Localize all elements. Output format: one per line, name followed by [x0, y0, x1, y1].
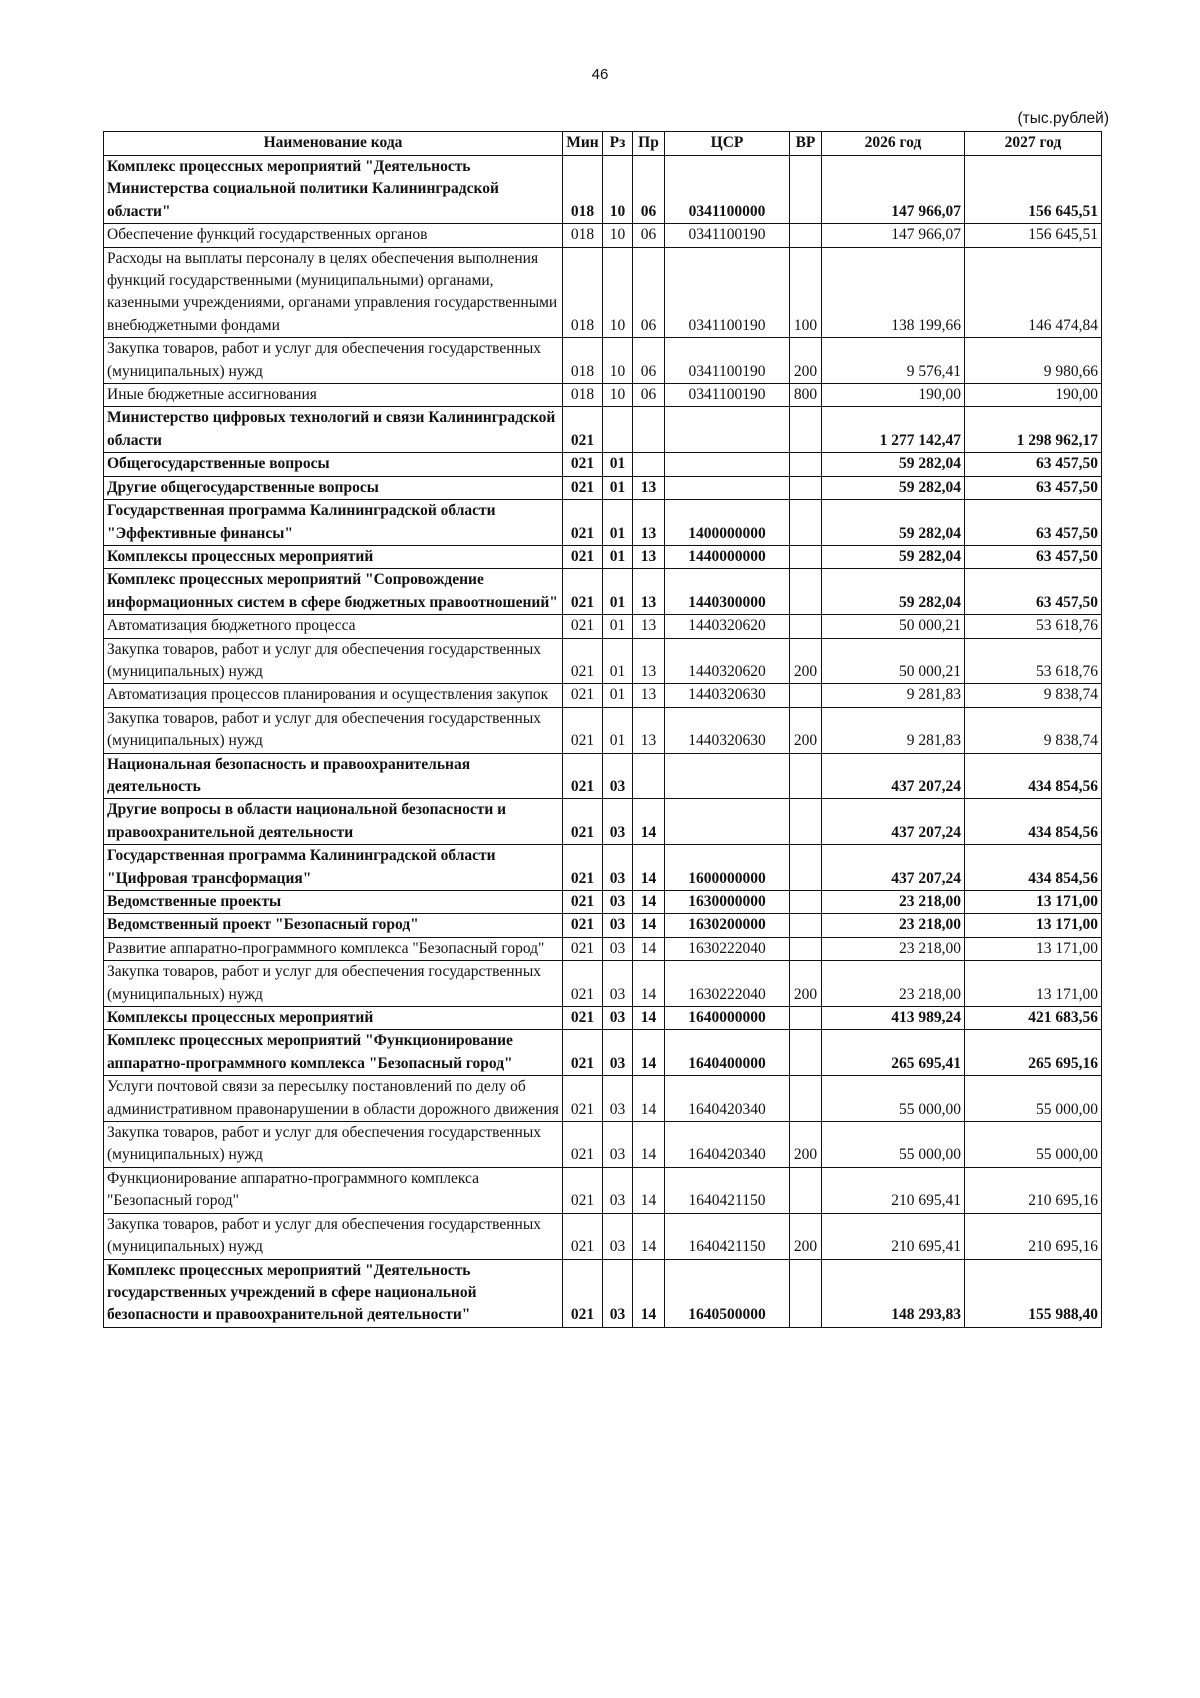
cell-2027: 63 457,50 [965, 569, 1102, 615]
cell-2026: 1 277 142,47 [822, 407, 965, 453]
header-rz: Рз [603, 132, 633, 156]
cell-vr [790, 937, 822, 960]
cell-2027: 421 683,56 [965, 1007, 1102, 1030]
cell-pr [633, 453, 665, 476]
cell-vr [790, 569, 822, 615]
cell-rz: 03 [603, 961, 633, 1007]
cell-name: Иные бюджетные ассигнования [104, 384, 563, 407]
cell-csr: 1440320620 [665, 638, 790, 684]
cell-name: Ведомственный проект "Безопасный город" [104, 914, 563, 937]
cell-pr: 13 [633, 545, 665, 568]
cell-name: Общегосударственные вопросы [104, 453, 563, 476]
cell-pr: 06 [633, 338, 665, 384]
cell-rz: 03 [603, 1213, 633, 1259]
table-row [104, 453, 1102, 476]
cell-rz: 03 [603, 914, 633, 937]
cell-2027: 1 298 962,17 [965, 407, 1102, 453]
cell-2026: 55 000,00 [822, 1122, 965, 1168]
cell-csr: 1440320620 [665, 615, 790, 638]
cell-rz [603, 407, 633, 453]
cell-csr: 1630222040 [665, 961, 790, 1007]
cell-2027: 13 171,00 [965, 914, 1102, 937]
cell-pr: 13 [633, 638, 665, 684]
cell-2027: 13 171,00 [965, 961, 1102, 1007]
cell-vr [790, 407, 822, 453]
cell-vr [790, 914, 822, 937]
cell-pr: 14 [633, 1076, 665, 1122]
cell-pr: 06 [633, 384, 665, 407]
cell-vr: 800 [790, 384, 822, 407]
table-row [104, 1030, 1102, 1076]
cell-vr [790, 1167, 822, 1213]
cell-vr: 200 [790, 1213, 822, 1259]
cell-min: 018 [563, 384, 603, 407]
cell-name: Комплекс процессных мероприятий "Функционирование аппаратно-программного комплекса "Безопасный город" [104, 1030, 563, 1076]
cell-min: 021 [563, 845, 603, 891]
cell-pr [633, 753, 665, 799]
cell-2026: 210 695,41 [822, 1213, 965, 1259]
cell-2026: 50 000,21 [822, 638, 965, 684]
cell-csr: 0341100190 [665, 384, 790, 407]
cell-min: 021 [563, 1122, 603, 1168]
cell-pr: 13 [633, 476, 665, 499]
cell-2027: 434 854,56 [965, 845, 1102, 891]
cell-pr: 06 [633, 224, 665, 247]
cell-rz: 03 [603, 1259, 633, 1327]
cell-min: 021 [563, 407, 603, 453]
table-row [104, 707, 1102, 753]
cell-2026: 55 000,00 [822, 1076, 965, 1122]
table-row [104, 638, 1102, 684]
cell-2027: 155 988,40 [965, 1259, 1102, 1327]
table-row [104, 753, 1102, 799]
cell-2027: 53 618,76 [965, 615, 1102, 638]
cell-min: 021 [563, 638, 603, 684]
cell-2026: 147 966,07 [822, 156, 965, 224]
cell-csr [665, 407, 790, 453]
cell-name: Расходы на выплаты персоналу в целях обеспечения выполнения функций государственными (муниципальными) органами, казенными учреждениями, органами управления государственными внебюджетными фондами [104, 247, 563, 338]
cell-name: Закупка товаров, работ и услуг для обеспечения государственных (муниципальных) нужд [104, 338, 563, 384]
cell-rz: 01 [603, 615, 633, 638]
cell-csr: 1630222040 [665, 937, 790, 960]
cell-csr: 1400000000 [665, 500, 790, 546]
header-2026: 2026 год [822, 132, 965, 156]
table-row [104, 476, 1102, 499]
table-row [104, 545, 1102, 568]
cell-name: Национальная безопасность и правоохранительная деятельность [104, 753, 563, 799]
cell-vr [790, 500, 822, 546]
cell-2026: 23 218,00 [822, 961, 965, 1007]
header-vr: ВР [790, 132, 822, 156]
cell-2026: 50 000,21 [822, 615, 965, 638]
cell-csr: 0341100000 [665, 156, 790, 224]
cell-2026: 59 282,04 [822, 453, 965, 476]
cell-2026: 138 199,66 [822, 247, 965, 338]
cell-name: Закупка товаров, работ и услуг для обеспечения государственных (муниципальных) нужд [104, 1213, 563, 1259]
cell-name: Развитие аппаратно-программного комплекса "Безопасный город" [104, 937, 563, 960]
cell-rz: 03 [603, 1076, 633, 1122]
cell-vr: 200 [790, 707, 822, 753]
cell-csr [665, 753, 790, 799]
cell-min: 021 [563, 1007, 603, 1030]
table-row [104, 684, 1102, 707]
cell-pr: 13 [633, 500, 665, 546]
cell-pr: 14 [633, 1213, 665, 1259]
cell-2027: 210 695,16 [965, 1213, 1102, 1259]
cell-name: Другие вопросы в области национальной безопасности и правоохранительной деятельности [104, 799, 563, 845]
cell-csr: 1440320630 [665, 707, 790, 753]
cell-2026: 9 281,83 [822, 684, 965, 707]
cell-name: Комплексы процессных мероприятий [104, 545, 563, 568]
cell-2027: 210 695,16 [965, 1167, 1102, 1213]
table-row [104, 384, 1102, 407]
cell-pr: 06 [633, 156, 665, 224]
cell-rz: 01 [603, 684, 633, 707]
cell-rz: 03 [603, 845, 633, 891]
cell-csr: 1440300000 [665, 569, 790, 615]
table-row [104, 1122, 1102, 1168]
cell-rz: 10 [603, 224, 633, 247]
table-row [104, 224, 1102, 247]
cell-min: 018 [563, 338, 603, 384]
cell-rz: 01 [603, 638, 633, 684]
cell-2026: 59 282,04 [822, 476, 965, 499]
cell-rz: 01 [603, 707, 633, 753]
cell-name: Министерство цифровых технологий и связи Калининградской области [104, 407, 563, 453]
cell-vr [790, 1030, 822, 1076]
cell-name: Комплекс процессных мероприятий "Деятельность Министерства социальной политики Калининградской области" [104, 156, 563, 224]
cell-min: 021 [563, 891, 603, 914]
cell-name: Функционирование аппаратно-программного комплекса "Безопасный город" [104, 1167, 563, 1213]
table-row [104, 799, 1102, 845]
cell-csr: 1640421150 [665, 1167, 790, 1213]
cell-min: 021 [563, 961, 603, 1007]
cell-name: Закупка товаров, работ и услуг для обеспечения государственных (муниципальных) нужд [104, 961, 563, 1007]
header-2027: 2027 год [965, 132, 1102, 156]
cell-csr: 0341100190 [665, 224, 790, 247]
cell-pr: 14 [633, 1167, 665, 1213]
cell-csr: 1440320630 [665, 684, 790, 707]
cell-2026: 59 282,04 [822, 569, 965, 615]
header-csr: ЦСР [665, 132, 790, 156]
cell-csr [665, 799, 790, 845]
cell-2027: 434 854,56 [965, 799, 1102, 845]
cell-vr [790, 799, 822, 845]
cell-pr: 14 [633, 799, 665, 845]
table-row [104, 1213, 1102, 1259]
cell-pr: 13 [633, 684, 665, 707]
cell-vr: 200 [790, 338, 822, 384]
cell-pr: 14 [633, 961, 665, 1007]
cell-2026: 437 207,24 [822, 753, 965, 799]
cell-min: 018 [563, 224, 603, 247]
cell-name: Услуги почтовой связи за пересылку постановлений по делу об административном правонарушении в области дорожного движения [104, 1076, 563, 1122]
cell-name: Государственная программа Калининградской области "Цифровая трансформация" [104, 845, 563, 891]
cell-min: 021 [563, 545, 603, 568]
cell-name: Ведомственные проекты [104, 891, 563, 914]
cell-pr: 06 [633, 247, 665, 338]
cell-2027: 434 854,56 [965, 753, 1102, 799]
cell-name: Комплекс процессных мероприятий "Сопровождение информационных систем в сфере бюджетных правоотношений" [104, 569, 563, 615]
cell-2027: 190,00 [965, 384, 1102, 407]
cell-2026: 190,00 [822, 384, 965, 407]
table-row [104, 1076, 1102, 1122]
cell-2026: 59 282,04 [822, 545, 965, 568]
cell-min: 021 [563, 753, 603, 799]
cell-rz: 01 [603, 500, 633, 546]
cell-rz: 03 [603, 799, 633, 845]
cell-2027: 63 457,50 [965, 545, 1102, 568]
cell-pr: 13 [633, 615, 665, 638]
cell-2027: 63 457,50 [965, 476, 1102, 499]
cell-csr: 0341100190 [665, 338, 790, 384]
cell-vr [790, 545, 822, 568]
table-row [104, 1259, 1102, 1327]
cell-pr: 14 [633, 1122, 665, 1168]
cell-2026: 23 218,00 [822, 914, 965, 937]
cell-2027: 13 171,00 [965, 891, 1102, 914]
cell-2027: 63 457,50 [965, 500, 1102, 546]
table-row [104, 1007, 1102, 1030]
header-name: Наименование кода [104, 132, 563, 156]
cell-min: 021 [563, 937, 603, 960]
cell-rz: 03 [603, 1030, 633, 1076]
table-row [104, 615, 1102, 638]
cell-min: 021 [563, 799, 603, 845]
table-row [104, 961, 1102, 1007]
cell-rz: 01 [603, 453, 633, 476]
cell-2027: 63 457,50 [965, 453, 1102, 476]
cell-csr: 1630000000 [665, 891, 790, 914]
cell-pr: 14 [633, 1007, 665, 1030]
table-row [104, 891, 1102, 914]
header-row [104, 132, 1102, 156]
table-row [104, 247, 1102, 338]
cell-2027: 146 474,84 [965, 247, 1102, 338]
cell-pr: 13 [633, 569, 665, 615]
cell-csr: 0341100190 [665, 247, 790, 338]
cell-2026: 23 218,00 [822, 937, 965, 960]
cell-vr: 200 [790, 961, 822, 1007]
cell-rz: 01 [603, 476, 633, 499]
cell-rz: 03 [603, 937, 633, 960]
cell-min: 021 [563, 1167, 603, 1213]
cell-min: 021 [563, 1213, 603, 1259]
cell-name: Закупка товаров, работ и услуг для обеспечения государственных (муниципальных) нужд [104, 707, 563, 753]
cell-2026: 23 218,00 [822, 891, 965, 914]
cell-pr: 14 [633, 937, 665, 960]
cell-vr [790, 845, 822, 891]
cell-name: Государственная программа Калининградской области "Эффективные финансы" [104, 500, 563, 546]
table-row [104, 156, 1102, 224]
cell-2027: 55 000,00 [965, 1076, 1102, 1122]
cell-2027: 156 645,51 [965, 156, 1102, 224]
cell-rz: 03 [603, 891, 633, 914]
cell-vr [790, 476, 822, 499]
cell-2027: 265 695,16 [965, 1030, 1102, 1076]
cell-2026: 9 281,83 [822, 707, 965, 753]
cell-2027: 53 618,76 [965, 638, 1102, 684]
cell-rz: 10 [603, 338, 633, 384]
cell-min: 021 [563, 476, 603, 499]
cell-2027: 9 838,74 [965, 684, 1102, 707]
cell-min: 021 [563, 1030, 603, 1076]
cell-rz: 10 [603, 247, 633, 338]
cell-2026: 210 695,41 [822, 1167, 965, 1213]
cell-vr [790, 1259, 822, 1327]
cell-min: 021 [563, 1076, 603, 1122]
cell-min: 021 [563, 569, 603, 615]
table-row [104, 845, 1102, 891]
cell-csr [665, 453, 790, 476]
cell-vr [790, 1007, 822, 1030]
cell-vr [790, 615, 822, 638]
cell-rz: 10 [603, 156, 633, 224]
cell-csr: 1640000000 [665, 1007, 790, 1030]
cell-vr [790, 156, 822, 224]
cell-name: Обеспечение функций государственных органов [104, 224, 563, 247]
cell-vr [790, 1076, 822, 1122]
cell-csr: 1640421150 [665, 1213, 790, 1259]
cell-2026: 265 695,41 [822, 1030, 965, 1076]
cell-csr: 1640500000 [665, 1259, 790, 1327]
cell-name: Закупка товаров, работ и услуг для обеспечения государственных (муниципальных) нужд [104, 1122, 563, 1168]
cell-pr: 14 [633, 1259, 665, 1327]
cell-rz: 10 [603, 384, 633, 407]
cell-vr [790, 684, 822, 707]
cell-rz: 03 [603, 1122, 633, 1168]
cell-rz: 03 [603, 753, 633, 799]
cell-csr: 1440000000 [665, 545, 790, 568]
table-body [104, 156, 1102, 1328]
cell-min: 021 [563, 684, 603, 707]
cell-csr: 1600000000 [665, 845, 790, 891]
cell-csr [665, 476, 790, 499]
cell-name: Автоматизация процессов планирования и осуществления закупок [104, 684, 563, 707]
cell-pr: 13 [633, 707, 665, 753]
cell-min: 021 [563, 914, 603, 937]
cell-rz: 03 [603, 1007, 633, 1030]
cell-2026: 437 207,24 [822, 845, 965, 891]
cell-2026: 413 989,24 [822, 1007, 965, 1030]
cell-rz: 01 [603, 545, 633, 568]
cell-2026: 9 576,41 [822, 338, 965, 384]
cell-rz: 01 [603, 569, 633, 615]
cell-2027: 9 980,66 [965, 338, 1102, 384]
cell-csr: 1640420340 [665, 1076, 790, 1122]
cell-pr: 14 [633, 891, 665, 914]
table-row [104, 914, 1102, 937]
cell-pr: 14 [633, 1030, 665, 1076]
cell-vr [790, 891, 822, 914]
cell-csr: 1640420340 [665, 1122, 790, 1168]
cell-min: 021 [563, 615, 603, 638]
cell-pr: 14 [633, 845, 665, 891]
budget-table [103, 131, 1102, 1328]
cell-2027: 55 000,00 [965, 1122, 1102, 1168]
cell-rz: 03 [603, 1167, 633, 1213]
cell-min: 021 [563, 453, 603, 476]
cell-vr: 200 [790, 1122, 822, 1168]
cell-name: Комплекс процессных мероприятий "Деятельность государственных учреждений в сфере национальной безопасности и правоохранительной деятельности" [104, 1259, 563, 1327]
cell-vr [790, 224, 822, 247]
cell-vr [790, 453, 822, 476]
header-pr: Пр [633, 132, 665, 156]
table-row [104, 407, 1102, 453]
page-number: 46 [591, 66, 609, 83]
table-row [104, 569, 1102, 615]
cell-min: 021 [563, 1259, 603, 1327]
cell-2027: 156 645,51 [965, 224, 1102, 247]
cell-vr: 200 [790, 638, 822, 684]
cell-2026: 148 293,83 [822, 1259, 965, 1327]
table-row [104, 1167, 1102, 1213]
cell-name: Другие общегосударственные вопросы [104, 476, 563, 499]
cell-name: Автоматизация бюджетного процесса [104, 615, 563, 638]
cell-min: 018 [563, 247, 603, 338]
table-row [104, 937, 1102, 960]
cell-vr: 100 [790, 247, 822, 338]
table-row [104, 338, 1102, 384]
cell-vr [790, 753, 822, 799]
cell-name: Комплексы процессных мероприятий [104, 1007, 563, 1030]
cell-min: 021 [563, 707, 603, 753]
cell-pr: 14 [633, 914, 665, 937]
cell-2026: 437 207,24 [822, 799, 965, 845]
cell-min: 021 [563, 500, 603, 546]
cell-2027: 9 838,74 [965, 707, 1102, 753]
units-label: (тыс.рублей) [1017, 110, 1109, 127]
cell-2027: 13 171,00 [965, 937, 1102, 960]
cell-2026: 59 282,04 [822, 500, 965, 546]
cell-pr [633, 407, 665, 453]
header-min: Мин [563, 132, 603, 156]
cell-csr: 1630200000 [665, 914, 790, 937]
table-row [104, 500, 1102, 546]
cell-csr: 1640400000 [665, 1030, 790, 1076]
cell-min: 018 [563, 156, 603, 224]
cell-2026: 147 966,07 [822, 224, 965, 247]
cell-name: Закупка товаров, работ и услуг для обеспечения государственных (муниципальных) нужд [104, 638, 563, 684]
